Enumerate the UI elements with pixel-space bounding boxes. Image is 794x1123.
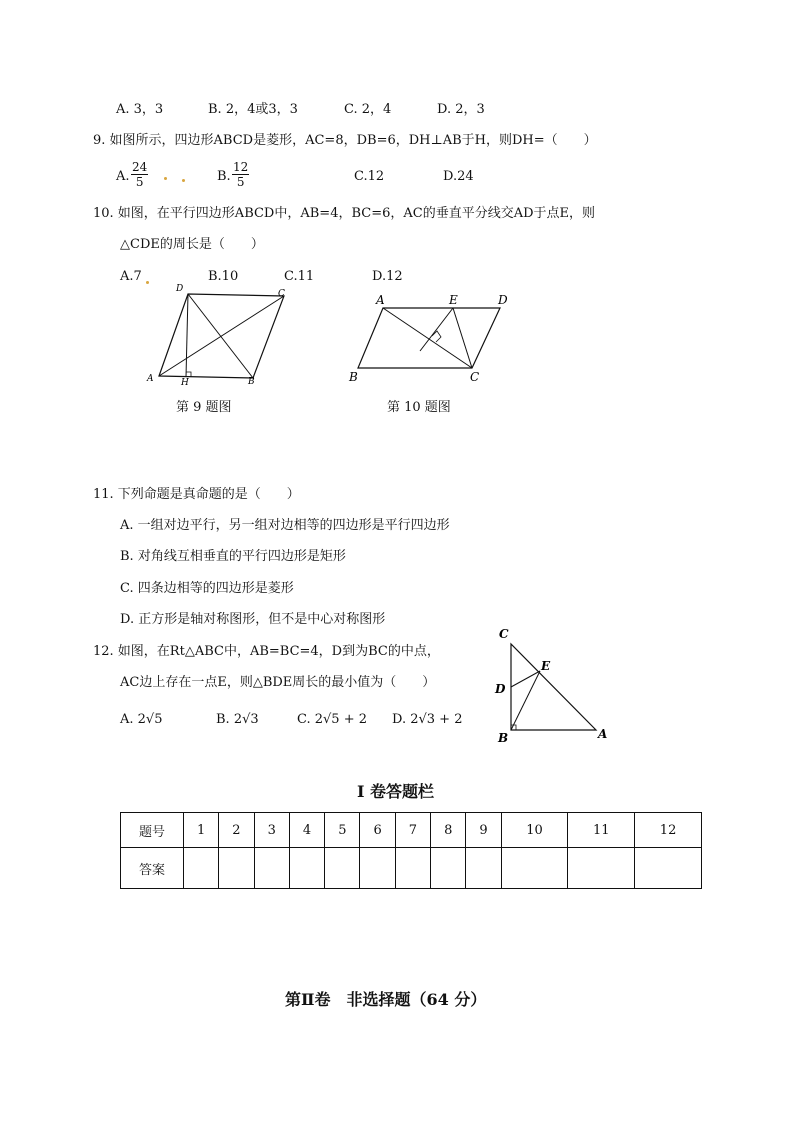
question-number-cell: 2 <box>219 813 254 848</box>
diagonal-bd <box>188 294 253 378</box>
q9-option-b-numerator: 12 <box>233 160 249 174</box>
question-number-cell: 6 <box>360 813 395 848</box>
q12-option-c: C. 2√5 + 2 <box>297 712 368 727</box>
segment-ec <box>453 308 472 368</box>
question-number-cell: 1 <box>184 813 219 848</box>
answer-table-row1-label: 题号 <box>121 813 184 848</box>
fig9-label-c: C <box>278 289 285 299</box>
fig12-label-a: A <box>598 727 608 741</box>
q11-option-c: C. 四条边相等的四边形是菱形 <box>120 581 294 596</box>
figure-9 <box>140 280 290 390</box>
fig12-label-e: E <box>541 659 551 673</box>
q10-option-b: B.10 <box>208 269 239 284</box>
q12-option-b: B. 2√3 <box>216 712 259 727</box>
figure-10-caption: 第 10 题图 <box>387 400 451 415</box>
q9-option-a-denominator: 5 <box>135 175 144 189</box>
figure-12 <box>490 622 620 746</box>
q11-option-a: A. 一组对边平行，另一组对边相等的四边形是平行四边形 <box>120 518 450 533</box>
q9-option-b-label: B. <box>217 169 231 184</box>
q9-option-c: C.12 <box>354 169 385 184</box>
fig12-label-d: D <box>495 682 506 696</box>
answer-cell[interactable] <box>501 848 568 889</box>
fig10-label-d: D <box>498 293 508 307</box>
q9-option-a-fraction <box>131 160 148 189</box>
answer-cell[interactable] <box>184 848 219 889</box>
fig12-label-c: C <box>499 627 509 641</box>
q10-option-c: C.11 <box>284 269 315 284</box>
fig10-label-c: C <box>470 370 480 384</box>
answer-cell[interactable] <box>431 848 466 889</box>
q10-option-a: A.7 <box>120 269 142 284</box>
answer-cell[interactable] <box>254 848 289 889</box>
question-number-cell: 10 <box>501 813 568 848</box>
answer-cell[interactable] <box>219 848 254 889</box>
q11-option-b: B. 对角线互相垂直的平行四边形是矩形 <box>120 549 346 564</box>
diagonal-ac <box>159 296 284 376</box>
question-number-cell: 4 <box>289 813 324 848</box>
segment-eb <box>511 671 540 730</box>
q12-stem-line1: 12. 如图，在Rt△ABC中，AB=BC=4，D到为BC的中点， <box>93 644 440 659</box>
answer-cell[interactable] <box>289 848 324 889</box>
answer-cell[interactable] <box>325 848 360 889</box>
q9-option-a-label: A. <box>116 169 130 184</box>
q12-option-d: D. 2√3 + 2 <box>392 712 463 727</box>
q9-option-b-denominator: 5 <box>236 175 245 189</box>
answer-table-answer-row <box>121 848 702 889</box>
answer-cell[interactable] <box>466 848 501 889</box>
fig12-label-b: B <box>498 731 509 745</box>
decorative-dot <box>182 179 185 182</box>
q10-stem-line1: 10. 如图，在平行四边形ABCD中，AB=4，BC=6，AC的垂直平分线交AD于点E，则 <box>93 206 596 221</box>
fig10-label-e: E <box>449 293 458 307</box>
answer-table <box>120 812 702 889</box>
answer-table-header-row <box>121 813 702 848</box>
answer-cell[interactable] <box>568 848 635 889</box>
q9-stem: 9. 如图所示，四边形ABCD是菱形，AC=8，DB=6，DH⊥AB于H，则DH=（ ） <box>93 133 597 148</box>
q8-option-d: D. 2，3 <box>437 102 485 117</box>
answer-cell[interactable] <box>395 848 430 889</box>
fig9-label-a: A <box>147 374 154 384</box>
figure-10 <box>340 290 520 390</box>
question-number-cell: 12 <box>635 813 702 848</box>
fig9-label-h: H <box>181 378 189 388</box>
question-number-cell: 9 <box>466 813 501 848</box>
q8-option-c: C. 2，4 <box>344 102 392 117</box>
fig9-label-b: B <box>248 377 255 387</box>
answer-cell[interactable] <box>635 848 702 889</box>
figure-9-caption: 第 9 题图 <box>176 400 232 415</box>
q8-option-a: A. 3，3 <box>116 102 164 117</box>
q10-option-d: D.12 <box>372 269 403 284</box>
question-number-cell: 3 <box>254 813 289 848</box>
diagonal-ac <box>383 308 472 368</box>
altitude-dh <box>186 294 188 377</box>
answer-table-title: I 卷答题栏 <box>357 782 435 801</box>
q12-stem-line2: AC边上存在一点E，则△BDE周长的最小值为（ ） <box>120 675 436 690</box>
question-number-cell: 7 <box>395 813 430 848</box>
question-number-cell: 8 <box>431 813 466 848</box>
right-angle-mark <box>432 331 441 342</box>
question-number-cell: 11 <box>568 813 635 848</box>
q12-option-a: A. 2√5 <box>120 712 163 727</box>
fig9-label-d: D <box>176 284 184 294</box>
section-2-title: 第Ⅱ卷 非选择题（64 分） <box>285 990 487 1009</box>
q9-option-b-fraction <box>232 160 249 189</box>
parallelogram-abcd <box>358 308 500 368</box>
fig10-label-b: B <box>349 370 358 384</box>
answer-cell[interactable] <box>360 848 395 889</box>
answer-table-row2-label: 答案 <box>121 848 184 889</box>
q10-stem-line2: △CDE的周长是（ ） <box>120 237 264 252</box>
fig10-label-a: A <box>376 293 385 307</box>
q11-stem: 11. 下列命题是真命题的是（ ） <box>93 487 300 502</box>
q9-option-a-numerator: 24 <box>132 160 148 174</box>
decorative-dot <box>164 177 167 180</box>
q11-option-d: D. 正方形是轴对称图形，但不是中心对称图形 <box>120 612 386 627</box>
triangle-abc <box>511 644 596 730</box>
question-number-cell: 5 <box>325 813 360 848</box>
q9-option-d: D.24 <box>443 169 474 184</box>
q8-option-b: B. 2，4或3，3 <box>208 102 298 117</box>
